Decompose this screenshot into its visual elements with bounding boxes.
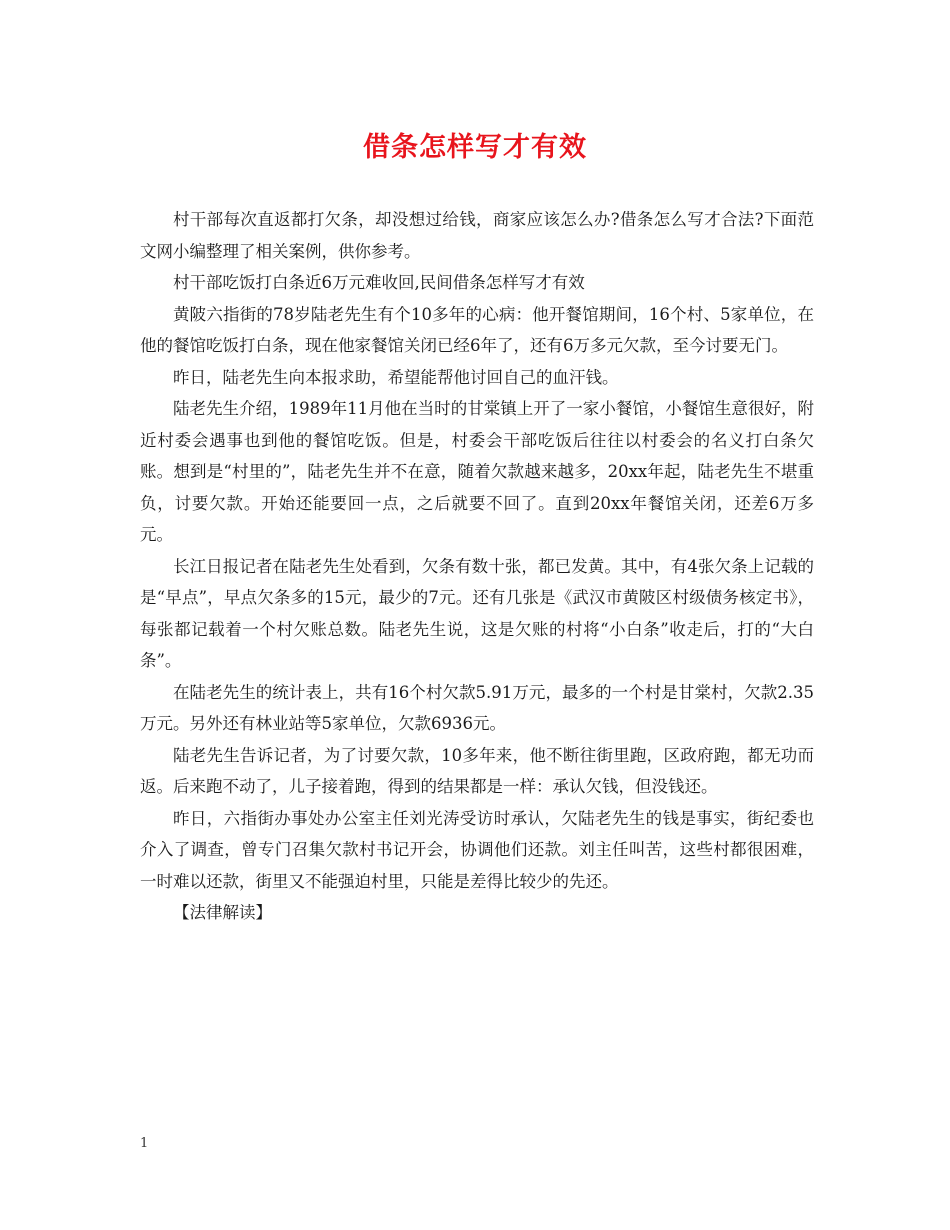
paragraph-headline: 村干部吃饭打白条近6万元难收回,民间借条怎样写才有效	[173, 273, 585, 292]
page-number: 1	[140, 1136, 149, 1151]
paragraph-intro: 村干部每次直返都打欠条，却没想过给钱，商家应该怎么办?借条怎么写才合法?下面范文网小编整理了相关案例，供你参考。	[140, 210, 814, 261]
paragraph-attempts: 陆老先生告诉记者，为了讨要欠款，10多年来，他不断往街里跑，区政府跑，都无功而返。后来跑不动了，儿子接着跑，得到的结果都是一样：承认欠钱，但没钱还。	[140, 745, 814, 796]
paragraph-statistics: 在陆老先生的统计表上，共有16个村欠款5.91万元，最多的一个村是甘棠村，欠款2.35万元。另外还有林业站等5家单位，欠款6936元。	[140, 682, 814, 733]
paragraph-request: 昨日，陆老先生向本报求助，希望能帮他讨回自己的血汗钱。	[173, 367, 619, 387]
paragraph-legal-heading: 【法律解读】	[173, 903, 272, 922]
paragraph-evidence: 长江日报记者在陆老先生处看到，欠条有数十张，都已发黄。其中，有4张欠条上记载的是“早点”，早点欠条多的15元，最少的7元。还有几张是《武汉市黄陂区村级债务核定书》，每张都记载着一个村欠账总数。陆老先生说，这是欠账的村将“小白条”收走后，打的“大白条”。	[140, 556, 814, 670]
document-body	[140, 204, 814, 929]
paragraph-official-response: 昨日，六指街办事处办公室主任刘光涛受访时承认，欠陆老先生的钱是事实，街纪委也介入了调查，曾专门召集欠款村书记开会，协调他们还款。刘主任叫苦，这些村都很困难，一时难以还款，街里又不能强迫村里，只能是差得比较少的先还。	[140, 808, 814, 891]
paragraph-background: 黄陂六指街的78岁陆老先生有个10多年的心病：他开餐馆期间，16个村、5家单位，在他的餐馆吃饭打白条，现在他家餐馆关闭已经6年了，还有6万多元欠款，至今讨要无门。	[140, 304, 814, 355]
paragraph-history: 陆老先生介绍，1989年11月他在当时的甘棠镇上开了一家小餐馆，小餐馆生意很好，附近村委会遇事也到他的餐馆吃饭。但是，村委会干部吃饭后往往以村委会的名义打白条欠账。想到是“村里的”，陆老先生并不在意，随着欠款越来越多，20xx年起，陆老先生不堪重负，讨要欠款。开始还能要回一点，之后就要不回了。直到20xx年餐馆关闭，还差6万多元。	[140, 399, 814, 544]
document-title: 借条怎样写才有效	[363, 132, 587, 163]
